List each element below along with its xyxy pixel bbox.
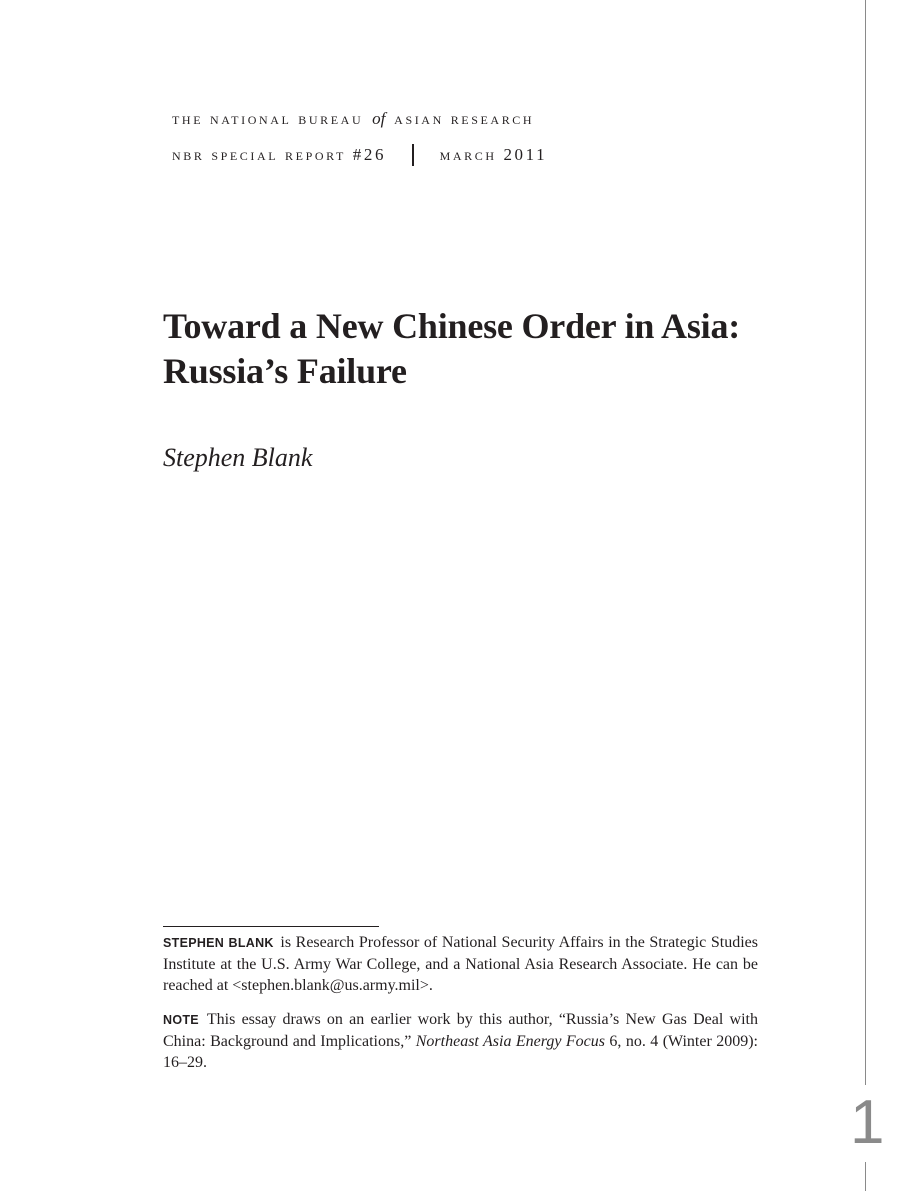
title-line-2: Russia’s Failure bbox=[163, 351, 407, 391]
org-name-part-1: the national bureau bbox=[172, 109, 364, 128]
header-divider bbox=[412, 144, 414, 166]
report-date: march 2011 bbox=[439, 145, 548, 164]
essay-note bbox=[163, 1009, 758, 1073]
footnote-rule bbox=[163, 926, 379, 927]
essay-note-lead: NOTE bbox=[163, 1013, 199, 1027]
author-bio-text: is Research Professor of National Security Affairs in the Strategic Studies Institute at the U.S. Army War College, and a National Asia Research Associate. He can be reached at <stephen.blank@us.army.mil>. bbox=[163, 934, 758, 994]
org-name-of: of bbox=[372, 109, 386, 128]
title-line-1: Toward a New Chinese Order in Asia: bbox=[163, 306, 741, 346]
author-bio bbox=[163, 932, 758, 996]
author-name: Stephen Blank bbox=[163, 443, 313, 472]
journal-title: Northeast Asia Energy Focus bbox=[415, 1033, 605, 1050]
essay-note-text-1: This essay draws on an earlier work by this author, “Russia’s New Gas Deal with China: Background and Implications,” bbox=[163, 1011, 758, 1050]
margin-rule-top bbox=[865, 0, 866, 1085]
essay-note-text-2: 6, no. 4 (Winter 2009): 16–29. bbox=[163, 1033, 758, 1071]
org-name-part-2: asian research bbox=[394, 109, 535, 128]
report-label: nbr special report #26 bbox=[172, 145, 387, 164]
organization-name bbox=[172, 108, 772, 130]
footnotes bbox=[163, 932, 758, 1086]
report-info bbox=[172, 144, 772, 166]
page-number: 1 bbox=[850, 1088, 885, 1157]
report-title bbox=[163, 304, 823, 394]
masthead bbox=[172, 108, 772, 166]
author-bio-lead: STEPHEN BLANK bbox=[163, 936, 274, 950]
margin-rule-bottom bbox=[865, 1162, 866, 1191]
